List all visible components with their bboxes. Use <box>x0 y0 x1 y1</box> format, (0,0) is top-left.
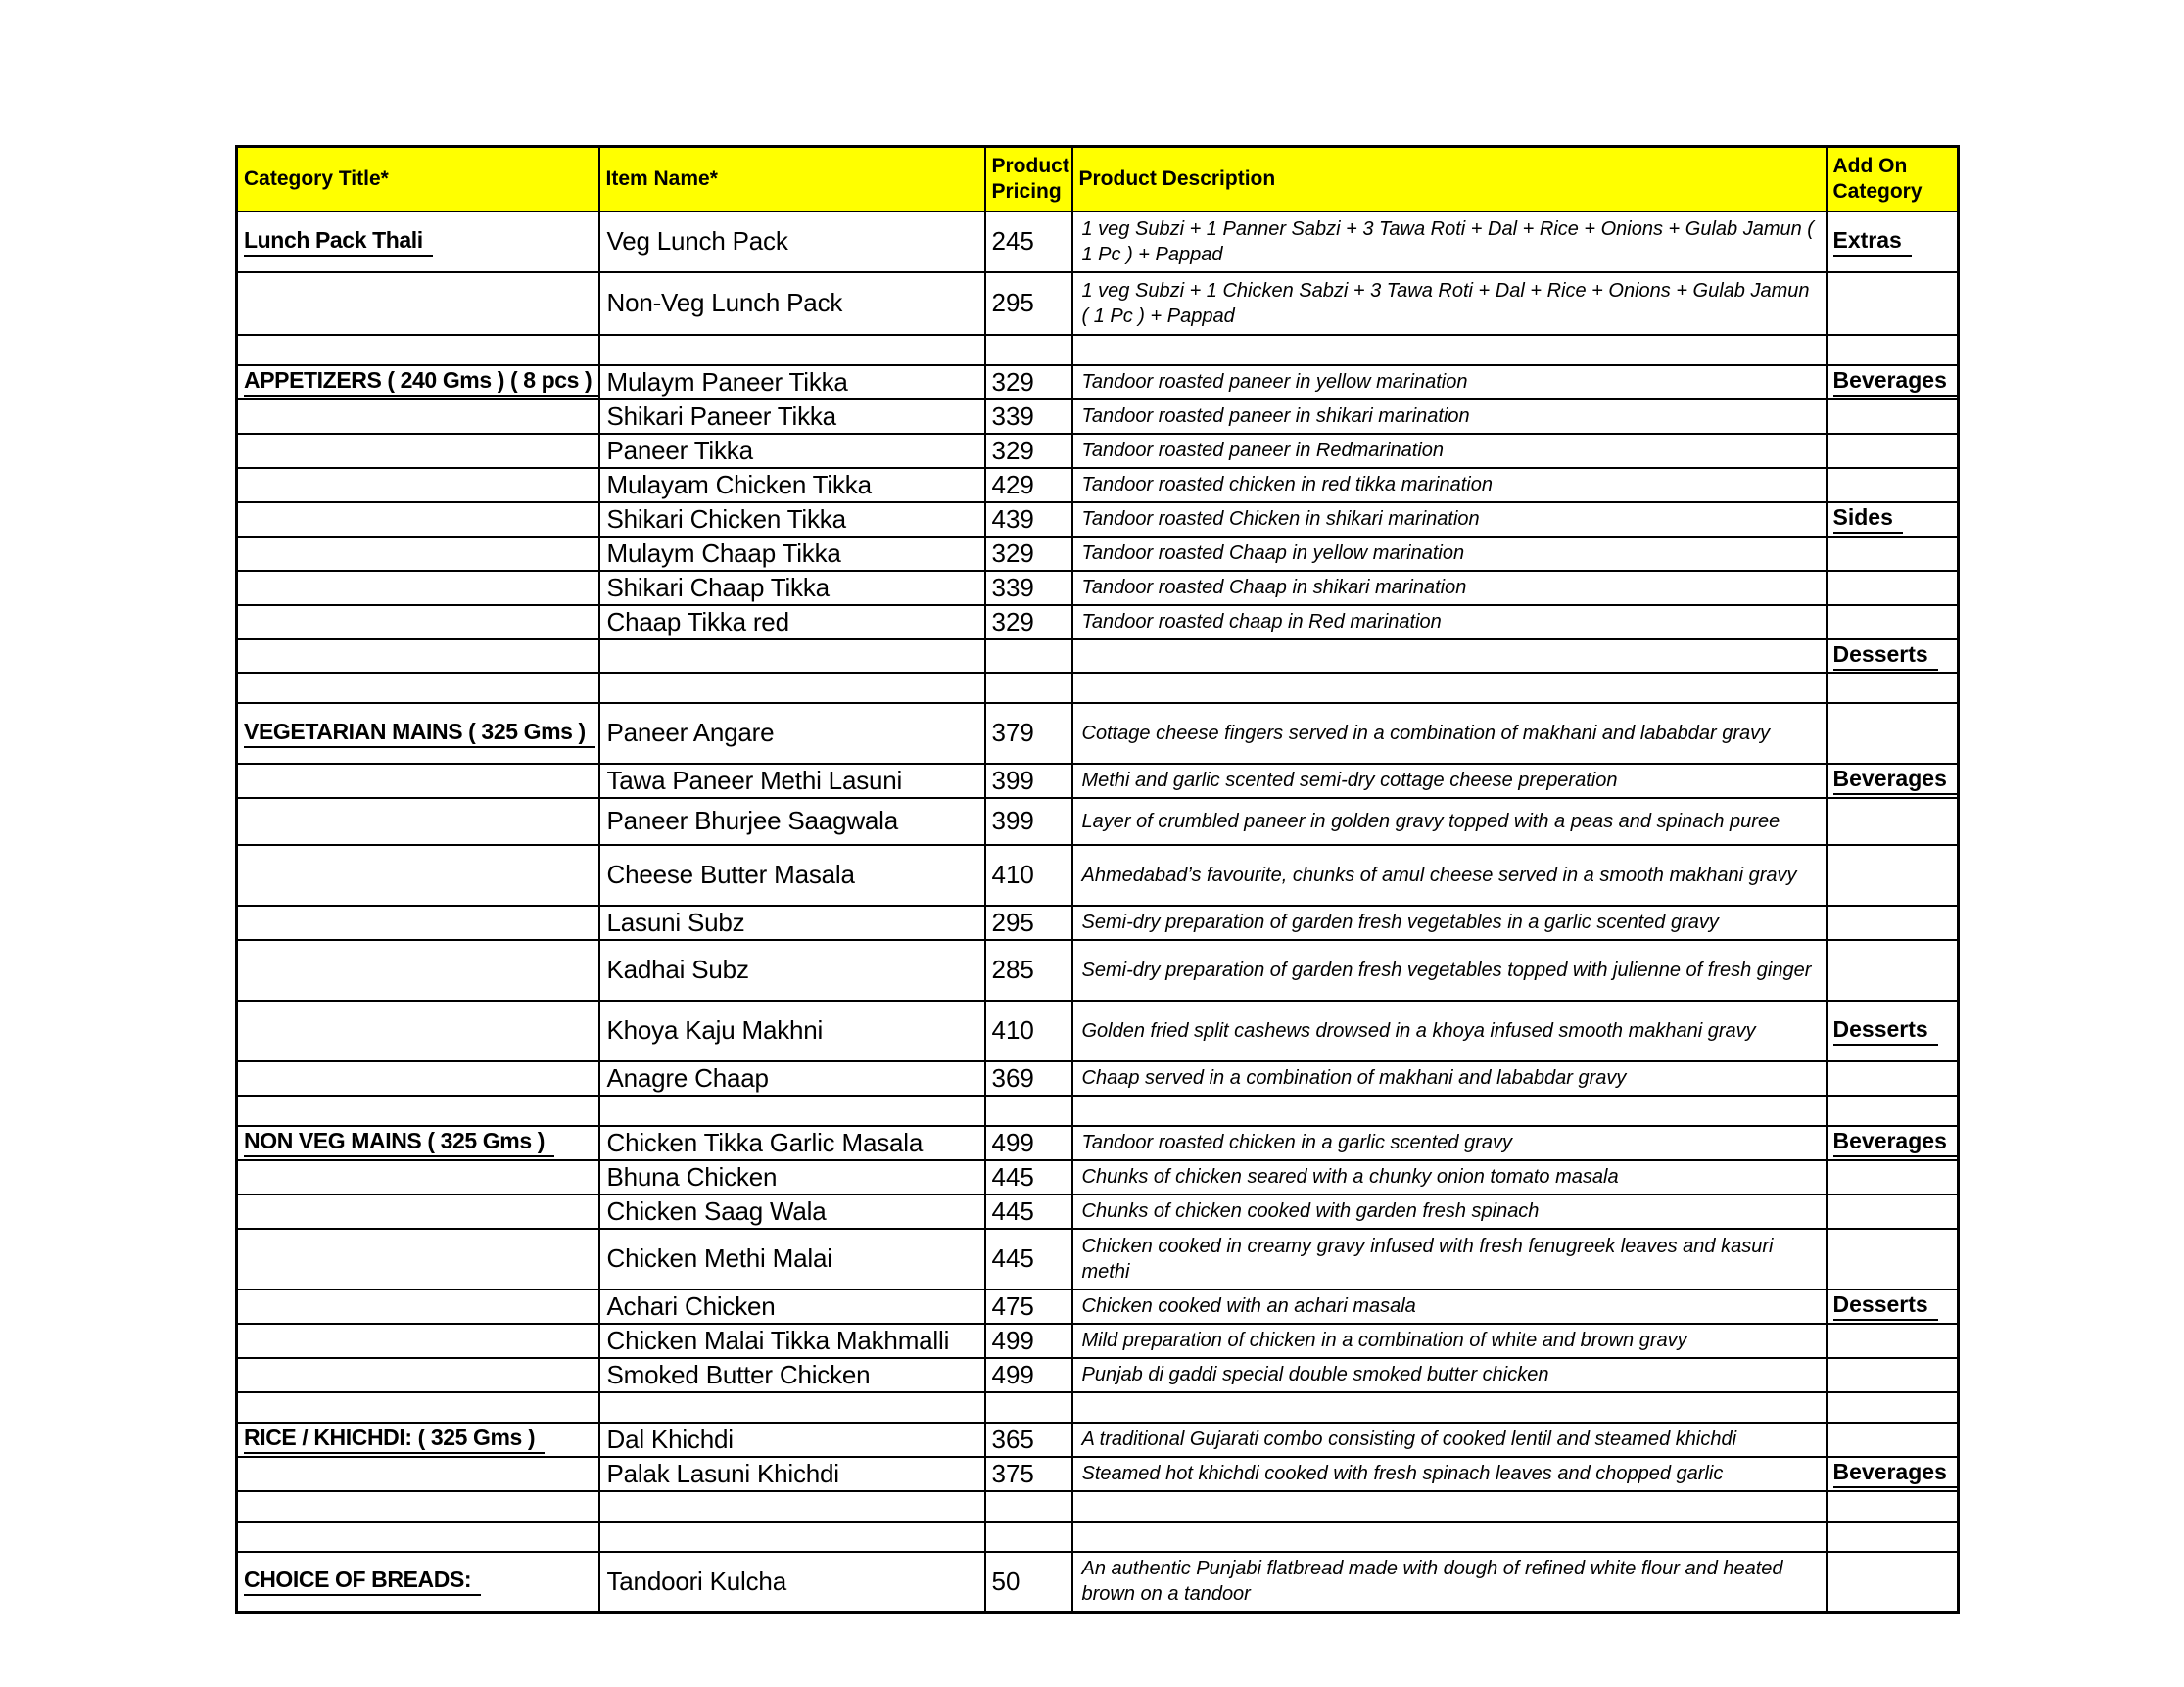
category-cell <box>237 1289 599 1324</box>
price-cell: 329 <box>985 537 1072 571</box>
addon-category-label: Extras <box>1833 227 1912 257</box>
item-cell <box>599 1392 985 1423</box>
item-cell: Shikari Chicken Tikka <box>599 502 985 537</box>
description-cell: Chunks of chicken seared with a chunky onion tomato masala <box>1072 1160 1827 1195</box>
addon-category-label: Desserts <box>1833 1016 1938 1046</box>
category-cell <box>237 502 599 537</box>
category-cell <box>237 1457 599 1491</box>
description-cell: Ahmedabad’s favourite, chunks of amul cheese served in a smooth makhani gravy <box>1072 845 1827 906</box>
price-cell <box>985 639 1072 673</box>
price-cell: 439 <box>985 502 1072 537</box>
description-cell: An authentic Punjabi flatbread made with dough of refined white flour and heated brown on a tandoor <box>1072 1552 1827 1613</box>
addon-cell <box>1827 798 1959 845</box>
description-cell: Tandoor roasted Chicken in shikari marination <box>1072 502 1827 537</box>
item-cell <box>599 1096 985 1126</box>
category-cell <box>237 1358 599 1392</box>
menu-row <box>237 1423 1959 1457</box>
category-cell <box>237 537 599 571</box>
addon-cell <box>1827 1457 1959 1491</box>
item-cell: Chicken Malai Tikka Makhmalli <box>599 1324 985 1358</box>
description-cell: Tandoor roasted paneer in Redmarination <box>1072 434 1827 468</box>
menu-row <box>237 1229 1959 1289</box>
price-cell: 445 <box>985 1160 1072 1195</box>
description-cell: Cottage cheese fingers served in a combination of makhani and lababdar gravy <box>1072 703 1827 764</box>
price-cell: 429 <box>985 468 1072 502</box>
category-cell <box>237 468 599 502</box>
menu-row <box>237 906 1959 940</box>
addon-category-label: Beverages <box>1833 1459 1957 1488</box>
price-cell: 329 <box>985 434 1072 468</box>
item-cell <box>599 335 985 365</box>
addon-category-label: Beverages <box>1833 1128 1957 1157</box>
price-cell: 339 <box>985 399 1072 434</box>
item-cell: Bhuna Chicken <box>599 1160 985 1195</box>
category-cell <box>237 1001 599 1061</box>
category-cell <box>237 1522 599 1552</box>
addon-cell <box>1827 1195 1959 1229</box>
price-cell <box>985 335 1072 365</box>
description-cell: Tandoor roasted chicken in red tikka marination <box>1072 468 1827 502</box>
description-cell: Tandoor roasted Chaap in shikari marination <box>1072 571 1827 605</box>
item-cell: Achari Chicken <box>599 1289 985 1324</box>
price-cell: 445 <box>985 1195 1072 1229</box>
menu-row <box>237 434 1959 468</box>
price-cell: 329 <box>985 365 1072 399</box>
category-cell <box>237 906 599 940</box>
menu-row <box>237 571 1959 605</box>
menu-row <box>237 1126 1959 1160</box>
menu-row <box>237 1289 1959 1324</box>
header-category-title: Category Title* <box>237 147 599 211</box>
category-cell <box>237 1423 599 1457</box>
addon-cell <box>1827 1552 1959 1613</box>
addon-cell <box>1827 1001 1959 1061</box>
addon-cell <box>1827 571 1959 605</box>
menu-row <box>237 639 1959 673</box>
category-cell <box>237 1126 599 1160</box>
addon-cell <box>1827 434 1959 468</box>
item-cell <box>599 1522 985 1552</box>
header-item-name: Item Name* <box>599 147 985 211</box>
menu-row <box>237 1552 1959 1613</box>
category-cell <box>237 335 599 365</box>
menu-row <box>237 537 1959 571</box>
description-cell: A traditional Gujarati combo consisting of cooked lentil and steamed khichdi <box>1072 1423 1827 1457</box>
category-cell <box>237 434 599 468</box>
item-cell: Tawa Paneer Methi Lasuni <box>599 764 985 798</box>
price-cell: 410 <box>985 845 1072 906</box>
price-cell: 410 <box>985 1001 1072 1061</box>
category-cell <box>237 639 599 673</box>
empty-row <box>237 1096 1959 1126</box>
item-cell: Kadhai Subz <box>599 940 985 1001</box>
menu-row <box>237 211 1959 272</box>
item-cell: Veg Lunch Pack <box>599 211 985 272</box>
menu-row <box>237 940 1959 1001</box>
addon-cell <box>1827 1392 1959 1423</box>
addon-cell <box>1827 1096 1959 1126</box>
description-cell <box>1072 1392 1827 1423</box>
addon-cell <box>1827 1160 1959 1195</box>
price-cell <box>985 1491 1072 1522</box>
item-cell: Tandoori Kulcha <box>599 1552 985 1613</box>
addon-cell <box>1827 764 1959 798</box>
category-cell <box>237 399 599 434</box>
description-cell <box>1072 1522 1827 1552</box>
description-cell: Layer of crumbled paneer in golden gravy topped with a peas and spinach puree <box>1072 798 1827 845</box>
item-cell: Chaap Tikka red <box>599 605 985 639</box>
addon-cell <box>1827 1491 1959 1522</box>
addon-category-label: Beverages <box>1833 367 1957 397</box>
description-cell: Chaap served in a combination of makhani and lababdar gravy <box>1072 1061 1827 1096</box>
empty-row <box>237 673 1959 703</box>
menu-row <box>237 703 1959 764</box>
addon-cell <box>1827 1229 1959 1289</box>
price-cell: 499 <box>985 1324 1072 1358</box>
item-cell: Smoked Butter Chicken <box>599 1358 985 1392</box>
item-cell: Chicken Tikka Garlic Masala <box>599 1126 985 1160</box>
price-cell: 499 <box>985 1358 1072 1392</box>
empty-row <box>237 1522 1959 1552</box>
header-product-pricing: Product Pricing <box>985 147 1072 211</box>
description-cell: Chunks of chicken cooked with garden fresh spinach <box>1072 1195 1827 1229</box>
menu-row <box>237 468 1959 502</box>
category-cell <box>237 673 599 703</box>
menu-row <box>237 272 1959 335</box>
item-cell: Paneer Bhurjee Saagwala <box>599 798 985 845</box>
item-cell: Shikari Chaap Tikka <box>599 571 985 605</box>
empty-row <box>237 1491 1959 1522</box>
description-cell <box>1072 1096 1827 1126</box>
item-cell: Paneer Angare <box>599 703 985 764</box>
header-addon-category: Add On Category <box>1827 147 1959 211</box>
price-cell: 50 <box>985 1552 1072 1613</box>
category-cell <box>237 940 599 1001</box>
menu-row <box>237 1061 1959 1096</box>
menu-row <box>237 399 1959 434</box>
description-cell: Tandoor roasted paneer in yellow marination <box>1072 365 1827 399</box>
menu-row <box>237 764 1959 798</box>
category-cell <box>237 1096 599 1126</box>
description-cell: Tandoor roasted Chaap in yellow marination <box>1072 537 1827 571</box>
addon-cell <box>1827 1126 1959 1160</box>
item-cell <box>599 1491 985 1522</box>
addon-cell <box>1827 365 1959 399</box>
menu-row <box>237 1001 1959 1061</box>
item-cell: Lasuni Subz <box>599 906 985 940</box>
addon-category-label: Desserts <box>1833 641 1938 671</box>
price-cell: 339 <box>985 571 1072 605</box>
addon-cell <box>1827 335 1959 365</box>
menu-row <box>237 1324 1959 1358</box>
price-cell: 295 <box>985 272 1072 335</box>
category-cell <box>237 703 599 764</box>
addon-cell <box>1827 211 1959 272</box>
category-cell <box>237 1061 599 1096</box>
category-title-label: APPETIZERS ( 240 Gms ) ( 8 pcs ) <box>244 367 599 397</box>
item-cell: Mulaym Paneer Tikka <box>599 365 985 399</box>
price-cell <box>985 673 1072 703</box>
description-cell <box>1072 639 1827 673</box>
header-row <box>237 147 1959 211</box>
description-cell: Semi-dry preparation of garden fresh vegetables in a garlic scented gravy <box>1072 906 1827 940</box>
category-cell <box>237 1160 599 1195</box>
addon-cell <box>1827 605 1959 639</box>
addon-cell <box>1827 1061 1959 1096</box>
category-title-label: Lunch Pack Thali <box>244 227 433 257</box>
addon-cell <box>1827 502 1959 537</box>
item-cell: Paneer Tikka <box>599 434 985 468</box>
price-cell: 399 <box>985 798 1072 845</box>
description-cell: 1 veg Subzi + 1 Chicken Sabzi + 3 Tawa Roti + Dal + Rice + Onions + Gulab Jamun ( 1 Pc ) + Pappad <box>1072 272 1827 335</box>
category-cell <box>237 1324 599 1358</box>
menu-row <box>237 502 1959 537</box>
item-cell: Chicken Methi Malai <box>599 1229 985 1289</box>
description-cell: Mild preparation of chicken in a combination of white and brown gravy <box>1072 1324 1827 1358</box>
category-cell <box>237 845 599 906</box>
menu-row <box>237 1358 1959 1392</box>
category-cell <box>237 571 599 605</box>
description-cell: Methi and garlic scented semi-dry cottage cheese preperation <box>1072 764 1827 798</box>
price-cell: 399 <box>985 764 1072 798</box>
item-cell: Khoya Kaju Makhni <box>599 1001 985 1061</box>
price-cell: 369 <box>985 1061 1072 1096</box>
menu-row <box>237 365 1959 399</box>
description-cell <box>1072 1491 1827 1522</box>
item-cell <box>599 673 985 703</box>
category-cell <box>237 211 599 272</box>
item-cell: Chicken Saag Wala <box>599 1195 985 1229</box>
addon-cell <box>1827 537 1959 571</box>
menu-table-header <box>237 147 1959 211</box>
menu-row <box>237 845 1959 906</box>
item-cell <box>599 639 985 673</box>
menu-row <box>237 1195 1959 1229</box>
item-cell: Anagre Chaap <box>599 1061 985 1096</box>
category-cell <box>237 605 599 639</box>
menu-table-body <box>237 211 1959 1613</box>
category-title-label: RICE / KHICHDI: ( 325 Gms ) <box>244 1425 545 1454</box>
item-cell: Palak Lasuni Khichdi <box>599 1457 985 1491</box>
empty-row <box>237 335 1959 365</box>
addon-cell <box>1827 845 1959 906</box>
addon-category-label: Beverages <box>1833 766 1957 795</box>
menu-row <box>237 1160 1959 1195</box>
addon-category-label: Desserts <box>1833 1291 1938 1321</box>
addon-cell <box>1827 703 1959 764</box>
addon-cell <box>1827 1522 1959 1552</box>
description-cell <box>1072 335 1827 365</box>
description-cell: Chicken cooked with an achari masala <box>1072 1289 1827 1324</box>
addon-cell <box>1827 940 1959 1001</box>
category-cell <box>237 365 599 399</box>
addon-cell <box>1827 673 1959 703</box>
addon-cell <box>1827 399 1959 434</box>
description-cell: Chicken cooked in creamy gravy infused with fresh fenugreek leaves and kasuri methi <box>1072 1229 1827 1289</box>
item-cell: Non-Veg Lunch Pack <box>599 272 985 335</box>
description-cell: 1 veg Subzi + 1 Panner Sabzi + 3 Tawa Roti + Dal + Rice + Onions + Gulab Jamun ( 1 Pc ) + Pappad <box>1072 211 1827 272</box>
price-cell: 295 <box>985 906 1072 940</box>
description-cell: Semi-dry preparation of garden fresh vegetables topped with julienne of fresh ginger <box>1072 940 1827 1001</box>
category-cell <box>237 1195 599 1229</box>
price-cell: 329 <box>985 605 1072 639</box>
price-cell: 365 <box>985 1423 1072 1457</box>
addon-cell <box>1827 1324 1959 1358</box>
category-title-label: VEGETARIAN MAINS ( 325 Gms ) <box>244 719 595 748</box>
empty-row <box>237 1392 1959 1423</box>
description-cell: Punjab di gaddi special double smoked butter chicken <box>1072 1358 1827 1392</box>
category-cell <box>237 272 599 335</box>
category-title-label: CHOICE OF BREADS: <box>244 1567 481 1596</box>
description-cell: Tandoor roasted paneer in shikari marination <box>1072 399 1827 434</box>
addon-category-label: Sides <box>1833 504 1903 534</box>
addon-cell <box>1827 1289 1959 1324</box>
description-cell <box>1072 673 1827 703</box>
addon-cell <box>1827 906 1959 940</box>
category-cell <box>237 1392 599 1423</box>
price-cell: 445 <box>985 1229 1072 1289</box>
price-cell: 285 <box>985 940 1072 1001</box>
item-cell: Cheese Butter Masala <box>599 845 985 906</box>
menu-row <box>237 605 1959 639</box>
item-cell: Shikari Paneer Tikka <box>599 399 985 434</box>
category-cell <box>237 1229 599 1289</box>
addon-cell <box>1827 1358 1959 1392</box>
price-cell: 245 <box>985 211 1072 272</box>
menu-row <box>237 1457 1959 1491</box>
price-cell <box>985 1096 1072 1126</box>
category-cell <box>237 1491 599 1522</box>
price-cell: 379 <box>985 703 1072 764</box>
header-product-description: Product Description <box>1072 147 1827 211</box>
price-cell <box>985 1522 1072 1552</box>
addon-cell <box>1827 272 1959 335</box>
menu-table <box>235 145 1960 1614</box>
menu-row <box>237 798 1959 845</box>
description-cell: Tandoor roasted chaap in Red marination <box>1072 605 1827 639</box>
category-cell <box>237 1552 599 1613</box>
description-cell: Tandoor roasted chicken in a garlic scented gravy <box>1072 1126 1827 1160</box>
item-cell: Mulaym Chaap Tikka <box>599 537 985 571</box>
category-title-label: NON VEG MAINS ( 325 Gms ) <box>244 1128 554 1157</box>
description-cell: Steamed hot khichdi cooked with fresh spinach leaves and chopped garlic <box>1072 1457 1827 1491</box>
price-cell: 375 <box>985 1457 1072 1491</box>
price-cell: 475 <box>985 1289 1072 1324</box>
description-cell: Golden fried split cashews drowsed in a khoya infused smooth makhani gravy <box>1072 1001 1827 1061</box>
item-cell: Dal Khichdi <box>599 1423 985 1457</box>
category-cell <box>237 764 599 798</box>
item-cell: Mulayam Chicken Tikka <box>599 468 985 502</box>
addon-cell <box>1827 1423 1959 1457</box>
addon-cell <box>1827 639 1959 673</box>
price-cell: 499 <box>985 1126 1072 1160</box>
addon-cell <box>1827 468 1959 502</box>
price-cell <box>985 1392 1072 1423</box>
category-cell <box>237 798 599 845</box>
